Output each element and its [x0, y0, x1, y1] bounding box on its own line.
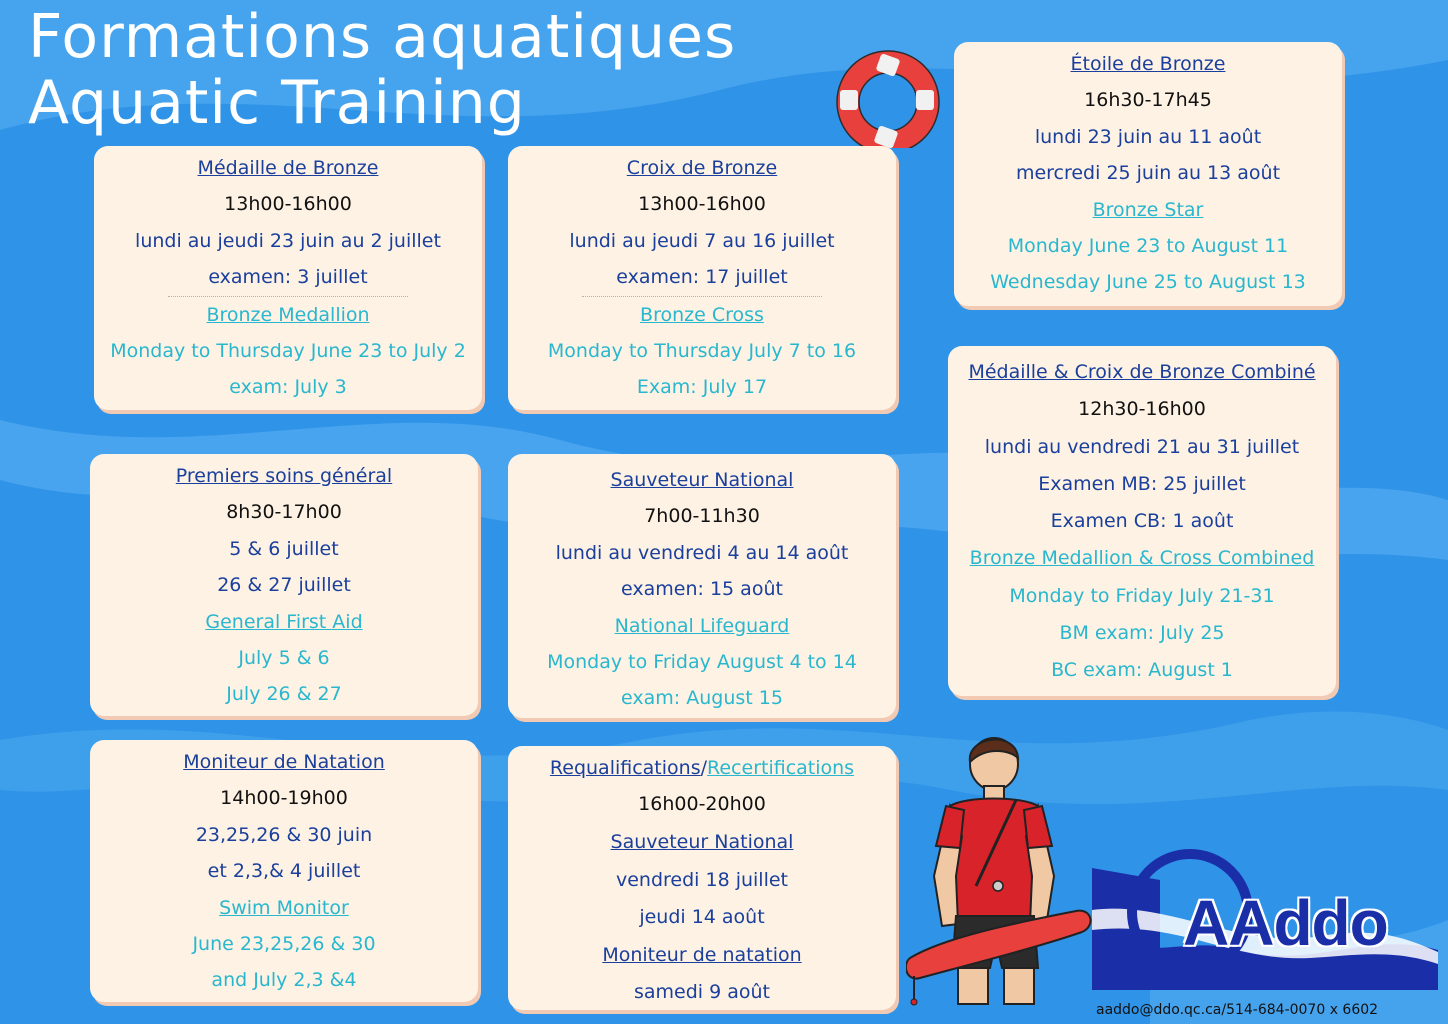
card-exam-fr: examen: 3 juillet: [208, 266, 368, 289]
card-exam-fr: examen: 17 juillet: [616, 266, 788, 289]
card-dates-en: Monday to Thursday June 23 to July 2: [110, 340, 466, 363]
card-time: 14h00-19h00: [220, 787, 348, 810]
card-title-fr: Médaille & Croix de Bronze Combiné: [968, 361, 1316, 383]
card-title-en: Bronze Star: [1092, 198, 1204, 221]
card-combine: [948, 346, 1336, 696]
card-dates-en-1: July 5 & 6: [238, 647, 330, 670]
card-dates-fr-1: lundi 23 juin au 11 août: [1034, 125, 1262, 148]
card-title-fr: Croix de Bronze: [626, 157, 778, 179]
title-french: Formations aquatiques: [28, 2, 737, 72]
card-exam-en: exam: July 3: [229, 376, 347, 399]
card-exam-bc: BC exam: August 1: [1051, 659, 1233, 682]
card-dates-fr: lundi au jeudi 7 au 16 juillet: [569, 229, 835, 252]
date-sauveteur-1: vendredi 18 juillet: [615, 868, 788, 891]
subtitle-sauveteur: Sauveteur National: [610, 831, 794, 853]
card-exam-mb: Examen MB: 25 juillet: [1038, 472, 1246, 495]
card-exam-cb: Examen CB: 1 août: [1050, 510, 1234, 533]
date-sauveteur-2: jeudi 14 août: [639, 906, 765, 929]
card-dates-fr-2: mercredi 25 juin au 13 août: [1015, 162, 1281, 185]
card-moniteur-natation: [90, 740, 478, 1002]
card-dates-fr-1: 23,25,26 & 30 juin: [195, 823, 373, 846]
card-dates-fr-2: 26 & 27 juillet: [217, 574, 351, 597]
card-dates-en: Monday to Friday July 21-31: [1009, 584, 1275, 607]
card-croix-bronze: [508, 146, 896, 410]
contact-info: aaddo@ddo.qc.ca/514-684-0070 x 6602: [1096, 1002, 1379, 1018]
title-slash: /: [700, 757, 708, 779]
card-time: 16h00-20h00: [638, 793, 766, 816]
card-exam-en: exam: August 15: [621, 687, 783, 710]
card-sauveteur-national: [508, 454, 896, 718]
card-title-en: Swim Monitor: [219, 896, 349, 919]
card-title-en: Recertifications: [707, 757, 855, 779]
subtitle-moniteur: Moniteur de natation: [602, 943, 802, 966]
card-exam-bm: BM exam: July 25: [1059, 622, 1225, 645]
card-title-fr: Premiers soins général: [175, 465, 393, 487]
card-title-en: General First Aid: [205, 610, 363, 633]
card-requalifications: [508, 746, 896, 1010]
card-time: 16h30-17h45: [1084, 89, 1212, 112]
card-title-fr: Sauveteur National: [610, 469, 794, 491]
card-title-fr: Médaille de Bronze: [197, 157, 379, 179]
card-dates-fr-1: 5 & 6 juillet: [229, 537, 339, 560]
life-ring-icon: [836, 50, 940, 148]
card-time: 12h30-16h00: [1078, 398, 1206, 421]
card-medaille-bronze: [94, 146, 482, 410]
card-dates-en-1: Monday June 23 to August 11: [1007, 235, 1289, 258]
card-title-fr: Requalifications: [549, 757, 701, 779]
card-time: 13h00-16h00: [638, 193, 766, 216]
card-title-en: National Lifeguard: [614, 614, 790, 637]
card-title-fr: Moniteur de Natation: [183, 751, 385, 773]
card-title-en: Bronze Medallion & Cross Combined: [969, 547, 1315, 570]
title-english: Aquatic Training: [28, 68, 526, 138]
card-title-fr: Étoile de Bronze: [1070, 53, 1226, 75]
card-dates-fr-2: et 2,3,& 4 juillet: [207, 860, 361, 883]
card-time: 13h00-16h00: [224, 193, 352, 216]
card-dates-fr: lundi au jeudi 23 juin au 2 juillet: [135, 229, 441, 252]
card-title-en: Bronze Cross: [640, 303, 764, 326]
card-dates-fr: lundi au vendredi 21 au 31 juillet: [984, 435, 1300, 458]
card-dates-en-1: June 23,25,26 & 30: [192, 933, 376, 956]
card-dates-en-2: Wednesday June 25 to August 13: [990, 271, 1306, 294]
logo-text: AAddo: [1183, 887, 1388, 959]
card-dates-fr: lundi au vendredi 4 au 14 août: [555, 541, 849, 564]
card-dates-en-2: July 26 & 27: [226, 683, 342, 706]
card-premiers-soins: [90, 454, 478, 716]
lifeguard-illustration: [906, 736, 1096, 1006]
card-title-row: [508, 750, 896, 786]
page-title: [28, 4, 736, 136]
card-title-en: Bronze Medallion: [206, 303, 370, 326]
card-exam-en: Exam: July 17: [636, 376, 768, 399]
card-dates-en: Monday to Friday August 4 to 14: [547, 651, 857, 674]
card-time: 7h00-11h30: [644, 505, 760, 528]
date-moniteur: samedi 9 août: [633, 981, 770, 1004]
card-exam-fr: examen: 15 août: [621, 578, 783, 601]
card-dates-en: Monday to Thursday July 7 to 16: [547, 340, 857, 363]
card-dates-en-2: and July 2,3 &4: [211, 969, 357, 992]
card-time: 8h30-17h00: [226, 501, 342, 524]
card-etoile-bronze: [954, 42, 1342, 306]
